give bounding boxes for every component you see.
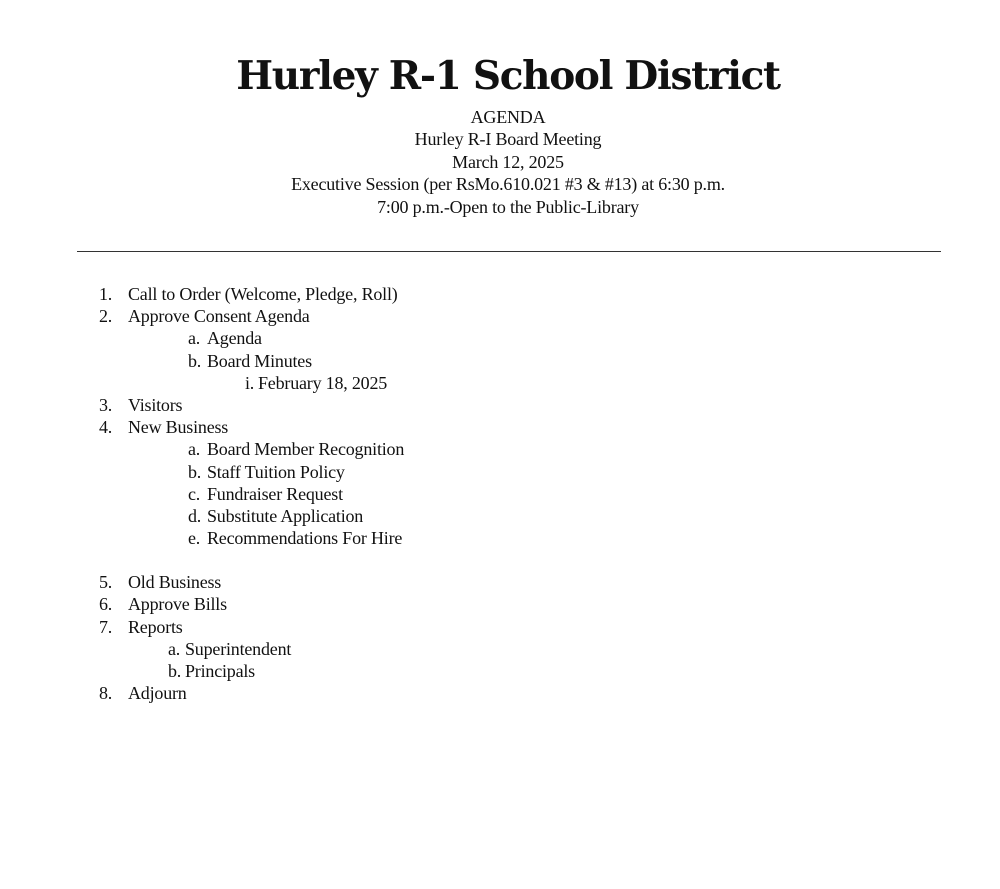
item-number: 8. [99, 683, 113, 704]
agenda-item [0, 394, 1000, 416]
item-number: a. [188, 439, 201, 460]
item-text: Approve Bills [128, 594, 227, 615]
item-number: i. [245, 372, 255, 393]
item-number: 1. [99, 284, 113, 304]
agenda-list [0, 283, 1000, 704]
item-number: b. [168, 661, 182, 681]
item-text: Board Minutes [207, 350, 312, 371]
meeting-name: Hurley R-I Board Meeting [414, 129, 602, 150]
agenda-subitem [0, 461, 1000, 483]
executive-session-note: Executive Session (per RsMo.610.021 #3 & #13) at 6:30 p.m. [291, 174, 725, 195]
item-number: b. [188, 461, 202, 482]
agenda-item [0, 283, 1000, 305]
item-number: b. [188, 350, 202, 371]
agenda-item [0, 416, 1000, 438]
agenda-item [0, 571, 1000, 593]
item-text: February 18, 2025 [258, 372, 388, 393]
item-number: 6. [99, 594, 113, 615]
agenda-item [0, 305, 1000, 327]
item-text: Substitute Application [207, 505, 364, 526]
item-text: Approve Consent Agenda [128, 306, 310, 327]
section-spacer [0, 549, 1000, 571]
agenda-subsubitem [0, 372, 1000, 394]
item-text: Reports [128, 616, 183, 637]
agenda-subitem [0, 505, 1000, 527]
agenda-label: AGENDA [470, 107, 546, 127]
item-number: 2. [99, 306, 113, 327]
agenda-subitem [0, 638, 1000, 660]
item-number: e. [188, 528, 201, 549]
header-divider [77, 251, 941, 252]
public-session-note: 7:00 p.m.-Open to the Public-Library [377, 196, 639, 217]
agenda-subitem [0, 327, 1000, 349]
agenda-subitem [0, 660, 1000, 682]
item-text: Recommendations For Hire [207, 528, 403, 549]
agenda-subitem [0, 527, 1000, 549]
agenda-subitem [0, 350, 1000, 372]
item-number: 5. [99, 572, 113, 593]
item-number: a. [188, 328, 201, 349]
item-text: Principals [185, 661, 255, 681]
district-title: Hurley R-1 School District [236, 53, 780, 99]
agenda-item [0, 593, 1000, 615]
item-text: Superintendent [185, 638, 292, 659]
item-number: 7. [99, 616, 113, 637]
item-text: Adjourn [128, 683, 187, 704]
agenda-subitem [0, 438, 1000, 460]
agenda-item [0, 682, 1000, 704]
item-number: 3. [99, 394, 113, 415]
item-text: Board Member Recognition [207, 439, 405, 460]
meeting-date: March 12, 2025 [452, 151, 564, 172]
item-number: c. [188, 483, 201, 504]
item-text: Visitors [128, 394, 183, 415]
item-text: Call to Order (Welcome, Pledge, Roll) [128, 284, 398, 304]
agenda-subitem [0, 483, 1000, 505]
item-text: Staff Tuition Policy [207, 461, 345, 482]
item-text: New Business [128, 417, 229, 438]
item-number: a. [168, 638, 181, 659]
item-number: 4. [99, 417, 113, 438]
item-number: d. [188, 505, 202, 526]
item-text: Fundraiser Request [207, 483, 343, 504]
document-header [0, 52, 1000, 218]
item-text: Old Business [128, 572, 222, 593]
agenda-item [0, 616, 1000, 638]
item-text: Agenda [207, 328, 262, 349]
